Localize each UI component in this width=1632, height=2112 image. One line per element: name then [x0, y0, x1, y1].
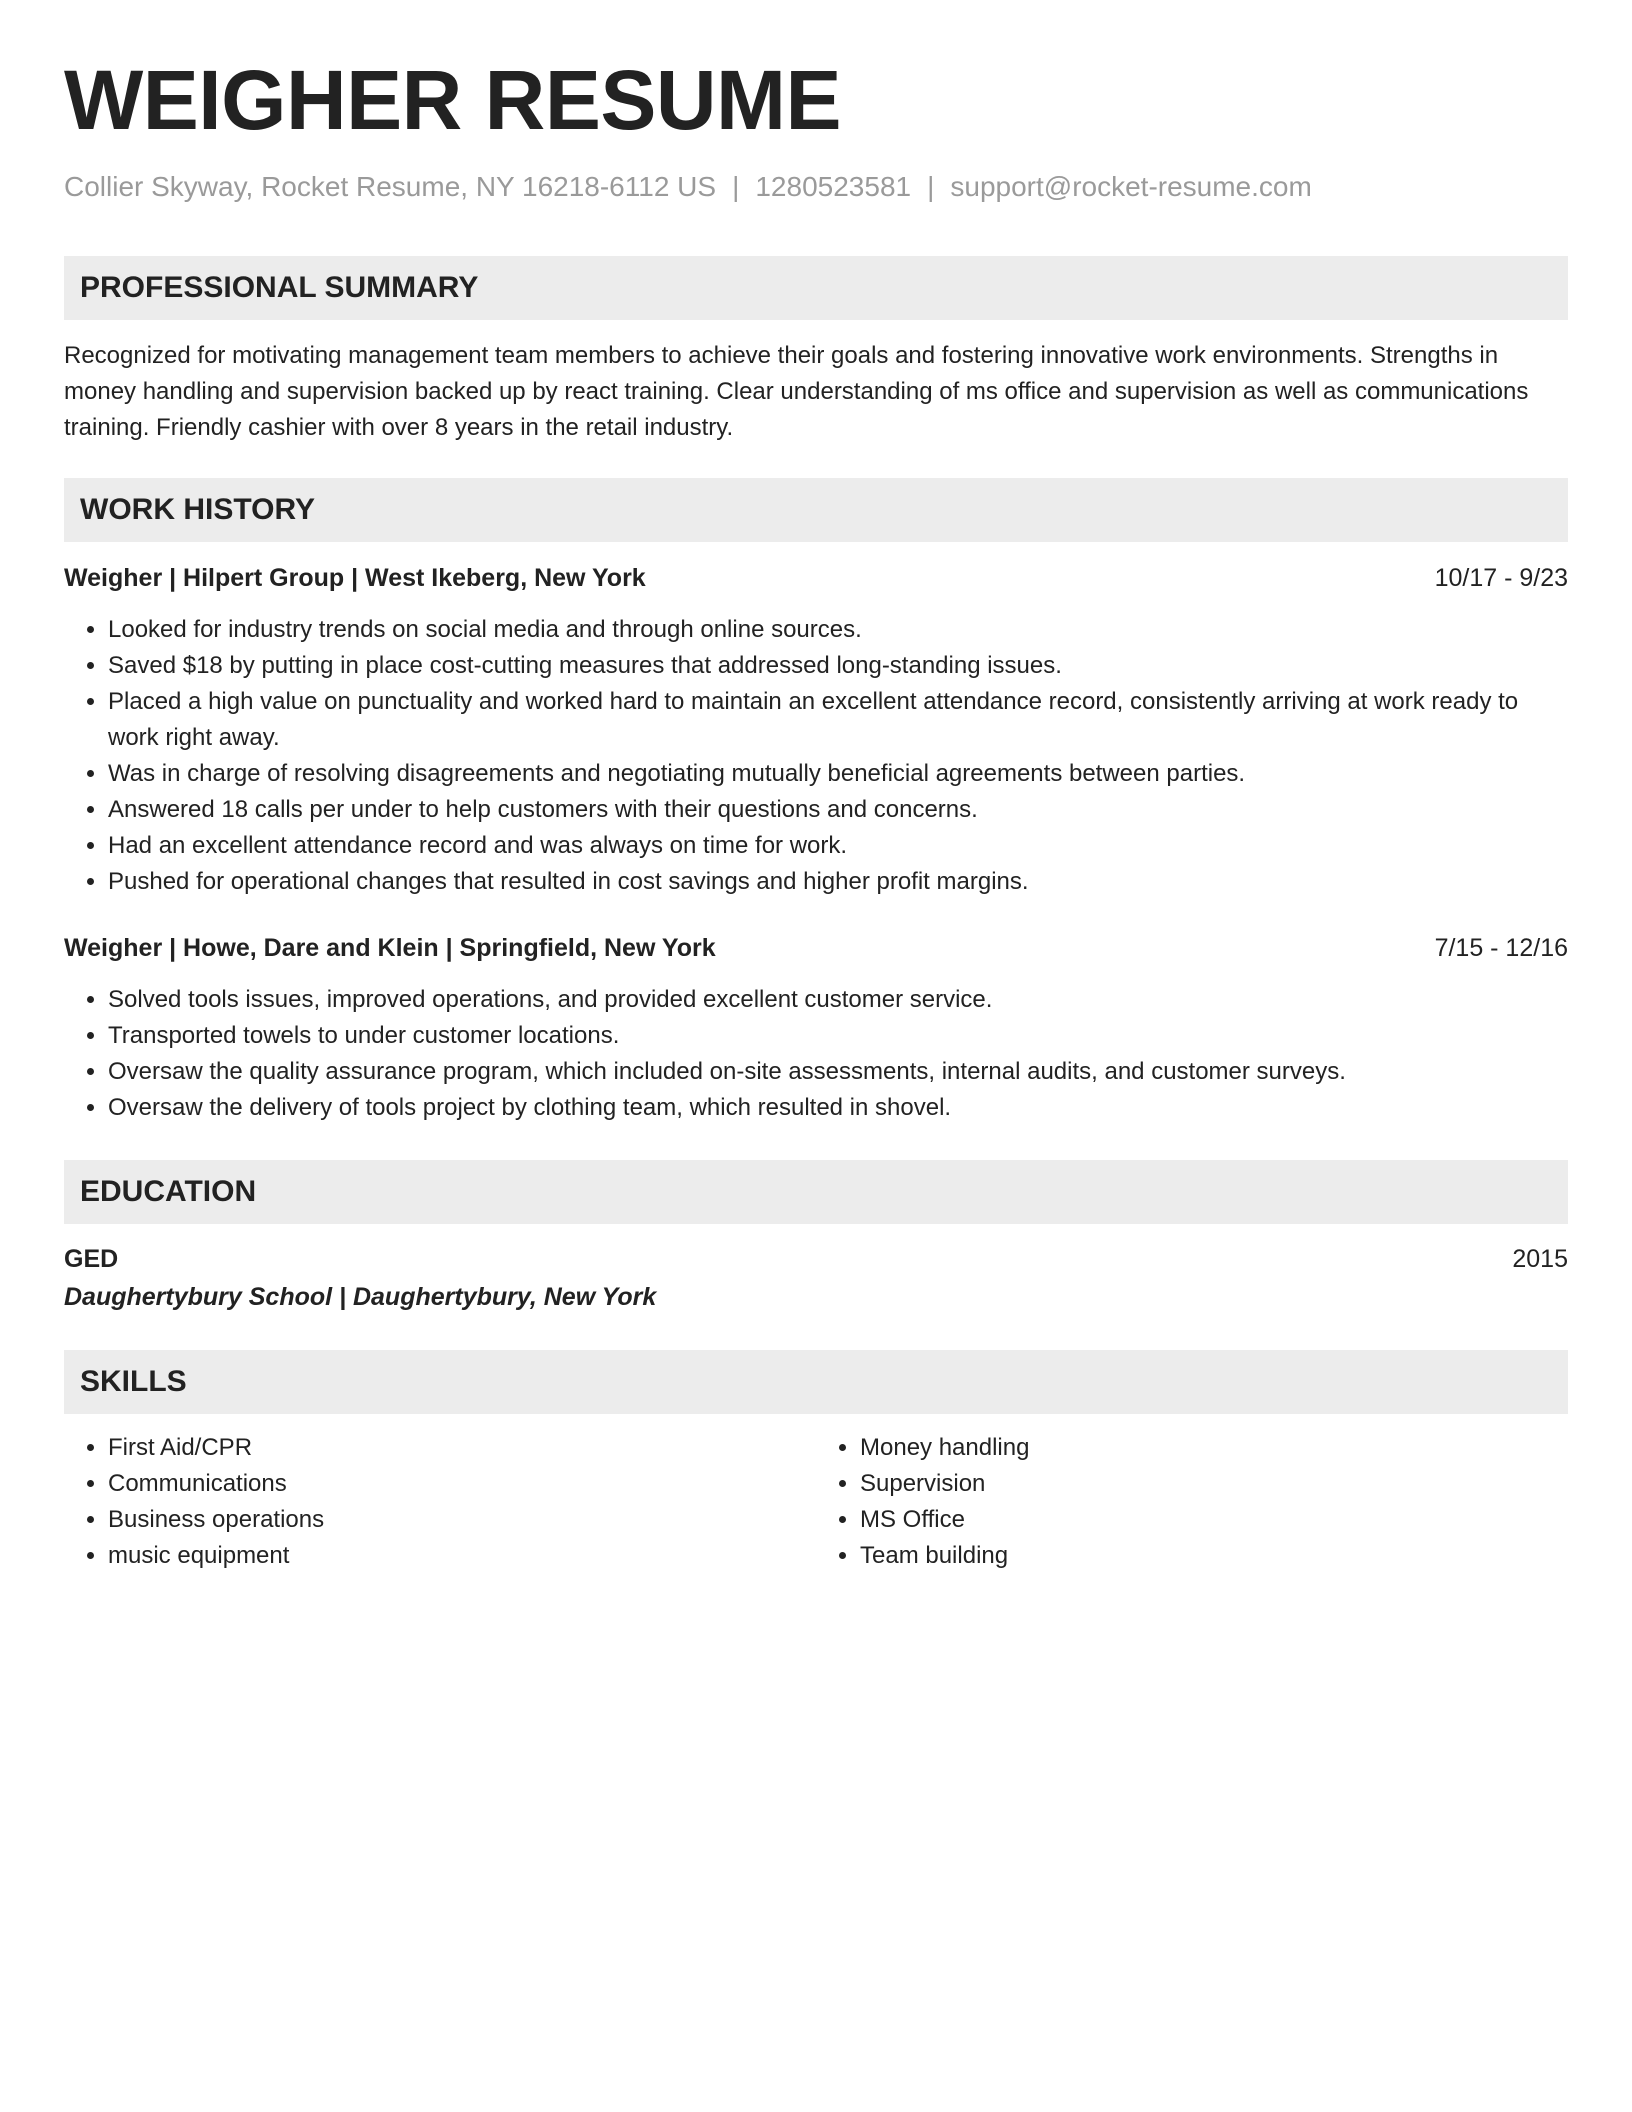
skill-item: • First Aid/CPR	[108, 1430, 816, 1466]
skill-item: • Supervision	[860, 1466, 1568, 1502]
job-bullet: • Had an excellent attendance record and was always on time for work.	[108, 828, 1568, 864]
skill-item: • Communications	[108, 1466, 816, 1502]
skill-item: • music equipment	[108, 1538, 816, 1574]
skill-item: • Team building	[860, 1538, 1568, 1574]
skills-column-left	[64, 1430, 816, 1574]
education-school: Daughertybury School | Daughertybury, New York	[64, 1282, 657, 1311]
contact-address: Collier Skyway, Rocket Resume, NY 16218-6112 US	[64, 171, 717, 202]
job-dates: 10/17 - 9/23	[1434, 563, 1568, 592]
summary-text: Recognized for motivating management team members to achieve their goals and fostering innovative work environments. Strengths in money handling and supervision backed up by react training. Clear understanding of ms office and supervision as well as communications training. Friendly cashier with over 8 years in the retail industry.	[64, 341, 1529, 441]
job-bullet: • Oversaw the quality assurance program, which included on-site assessments, internal audits, and customer surveys.	[108, 1054, 1568, 1090]
education-degree: GED	[64, 1244, 119, 1273]
resume-title: WEIGHER RESUME	[64, 53, 842, 147]
job-bullet: • Oversaw the delivery of tools project by clothing team, which resulted in shovel.	[108, 1090, 1568, 1126]
education-entry	[64, 1240, 1568, 1316]
contact-separator: |	[732, 171, 740, 202]
job-bullet: • Looked for industry trends on social media and through online sources.	[108, 612, 1568, 648]
education-degree-line	[64, 1240, 1568, 1278]
contact-phone: 1280523581	[755, 171, 912, 202]
contact-separator: |	[927, 171, 935, 202]
job-bullets	[64, 612, 1568, 900]
job-bullet: • Placed a high value on punctuality and worked hard to maintain an excellent attendance record, consistently arriving at work ready to work right away.	[108, 684, 1568, 756]
skill-item: • Business operations	[108, 1502, 816, 1538]
skills-column-right	[816, 1430, 1568, 1574]
job-bullet: • Pushed for operational changes that resulted in cost savings and higher profit margins.	[108, 864, 1568, 900]
education-year: 2015	[1512, 1244, 1568, 1273]
section-header-summary: PROFESSIONAL SUMMARY	[64, 256, 1568, 320]
skill-item: • MS Office	[860, 1502, 1568, 1538]
section-header-skills: SKILLS	[64, 1350, 1568, 1414]
job-heading-line	[64, 930, 1568, 966]
job-bullet: • Transported towels to under customer locations.	[108, 1018, 1568, 1054]
job-heading: Weigher | Hilpert Group | West Ikeberg, New York	[64, 563, 646, 592]
job-heading: Weigher | Howe, Dare and Klein | Springfield, New York	[64, 933, 716, 962]
job-bullet: • Was in charge of resolving disagreements and negotiating mutually beneficial agreements between parties.	[108, 756, 1568, 792]
contact-email: support@rocket-resume.com	[950, 171, 1312, 202]
job-bullet: • Saved $18 by putting in place cost-cutting measures that addressed long-standing issues.	[108, 648, 1568, 684]
section-header-work-history: WORK HISTORY	[64, 478, 1568, 542]
skill-item: • Money handling	[860, 1430, 1568, 1466]
job-entry	[64, 560, 1568, 900]
skills-list	[64, 1430, 1568, 1574]
job-entry	[64, 930, 1568, 1126]
section-header-education: EDUCATION	[64, 1160, 1568, 1224]
job-heading-line	[64, 560, 1568, 596]
contact-line	[64, 170, 1568, 204]
job-bullet: • Solved tools issues, improved operations, and provided excellent customer service.	[108, 982, 1568, 1018]
job-dates: 7/15 - 12/16	[1434, 933, 1568, 962]
job-bullet: • Answered 18 calls per under to help customers with their questions and concerns.	[108, 792, 1568, 828]
job-bullets	[64, 982, 1568, 1126]
